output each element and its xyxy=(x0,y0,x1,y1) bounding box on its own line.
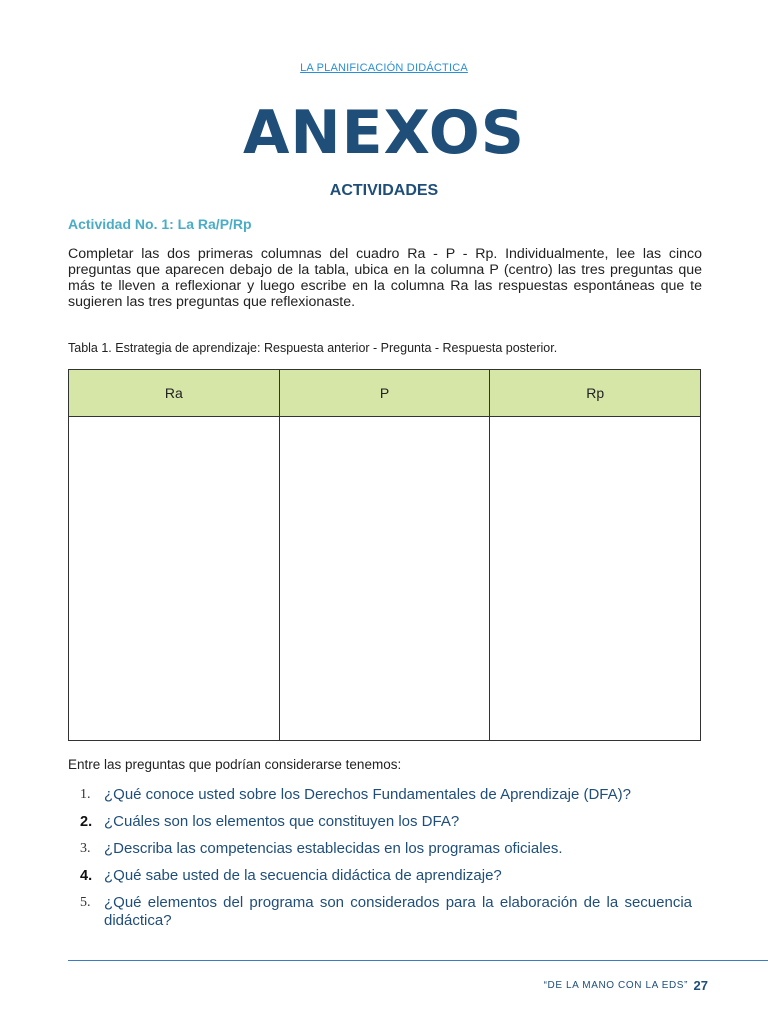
question-text: ¿Cuáles son los elementos que constituyen los DFA? xyxy=(104,813,460,830)
question-text: ¿Qué conoce usted sobre los Derechos Fundamentales de Aprendizaje (DFA)? xyxy=(104,786,631,803)
footer-tagline-text: “DE LA MANO CON LA EDS” xyxy=(543,980,688,991)
footer-tagline xyxy=(544,980,688,991)
page-title: ANEXOS xyxy=(243,98,525,168)
page-number: 27 xyxy=(693,978,708,993)
cell-rp-empty xyxy=(490,417,701,741)
footer-divider xyxy=(68,960,768,961)
cell-p-empty xyxy=(279,417,490,741)
table-row xyxy=(69,417,701,741)
question-text: ¿Describa las competencias establecidas en los programas oficiales. xyxy=(104,840,563,857)
list-item xyxy=(80,813,692,831)
questions-intro: Entre las preguntas que podrían considerarse tenemos: xyxy=(68,757,402,772)
list-number: 2. xyxy=(80,814,93,830)
question-text: ¿Qué sabe usted de la secuencia didáctica de aprendizaje? xyxy=(104,867,502,884)
column-header-p: P xyxy=(279,370,490,417)
list-number: 4. xyxy=(80,868,93,884)
list-number: 3. xyxy=(80,841,91,856)
activity-heading: Actividad No. 1: La Ra/P/Rp xyxy=(68,216,252,232)
list-number: 1. xyxy=(80,787,91,802)
questions-list xyxy=(80,786,692,939)
cell-ra-empty xyxy=(69,417,280,741)
instructions-paragraph: Completar las dos primeras columnas del cuadro Ra - P - Rp. Individualmente, lee las cinco preguntas que aparecen debajo de la tabla, ubica en la columna P (centro) las tres preguntas que más te lleven a reflexionar y luego escribe en la columna Ra las respuestas espontáneas que te sugieren las tres preguntas que reflexionaste. xyxy=(68,246,702,310)
list-item xyxy=(80,786,692,804)
column-header-ra: Ra xyxy=(69,370,280,417)
list-item xyxy=(80,840,692,858)
table-header-row xyxy=(69,370,701,417)
running-header: LA PLANIFICACIÓN DIDÁCTICA xyxy=(300,62,468,74)
column-header-rp: Rp xyxy=(490,370,701,417)
section-subtitle: ACTIVIDADES xyxy=(329,182,439,199)
list-number: 5. xyxy=(80,895,91,910)
table-caption: Tabla 1. Estrategia de aprendizaje: Respuesta anterior - Pregunta - Respuesta posterior. xyxy=(68,341,558,355)
list-item xyxy=(80,867,692,885)
ra-p-rp-table xyxy=(68,369,701,741)
question-text: ¿Qué elementos del programa son considerados para la elaboración de la secuencia didáctica? xyxy=(104,894,692,929)
list-item xyxy=(80,894,692,930)
